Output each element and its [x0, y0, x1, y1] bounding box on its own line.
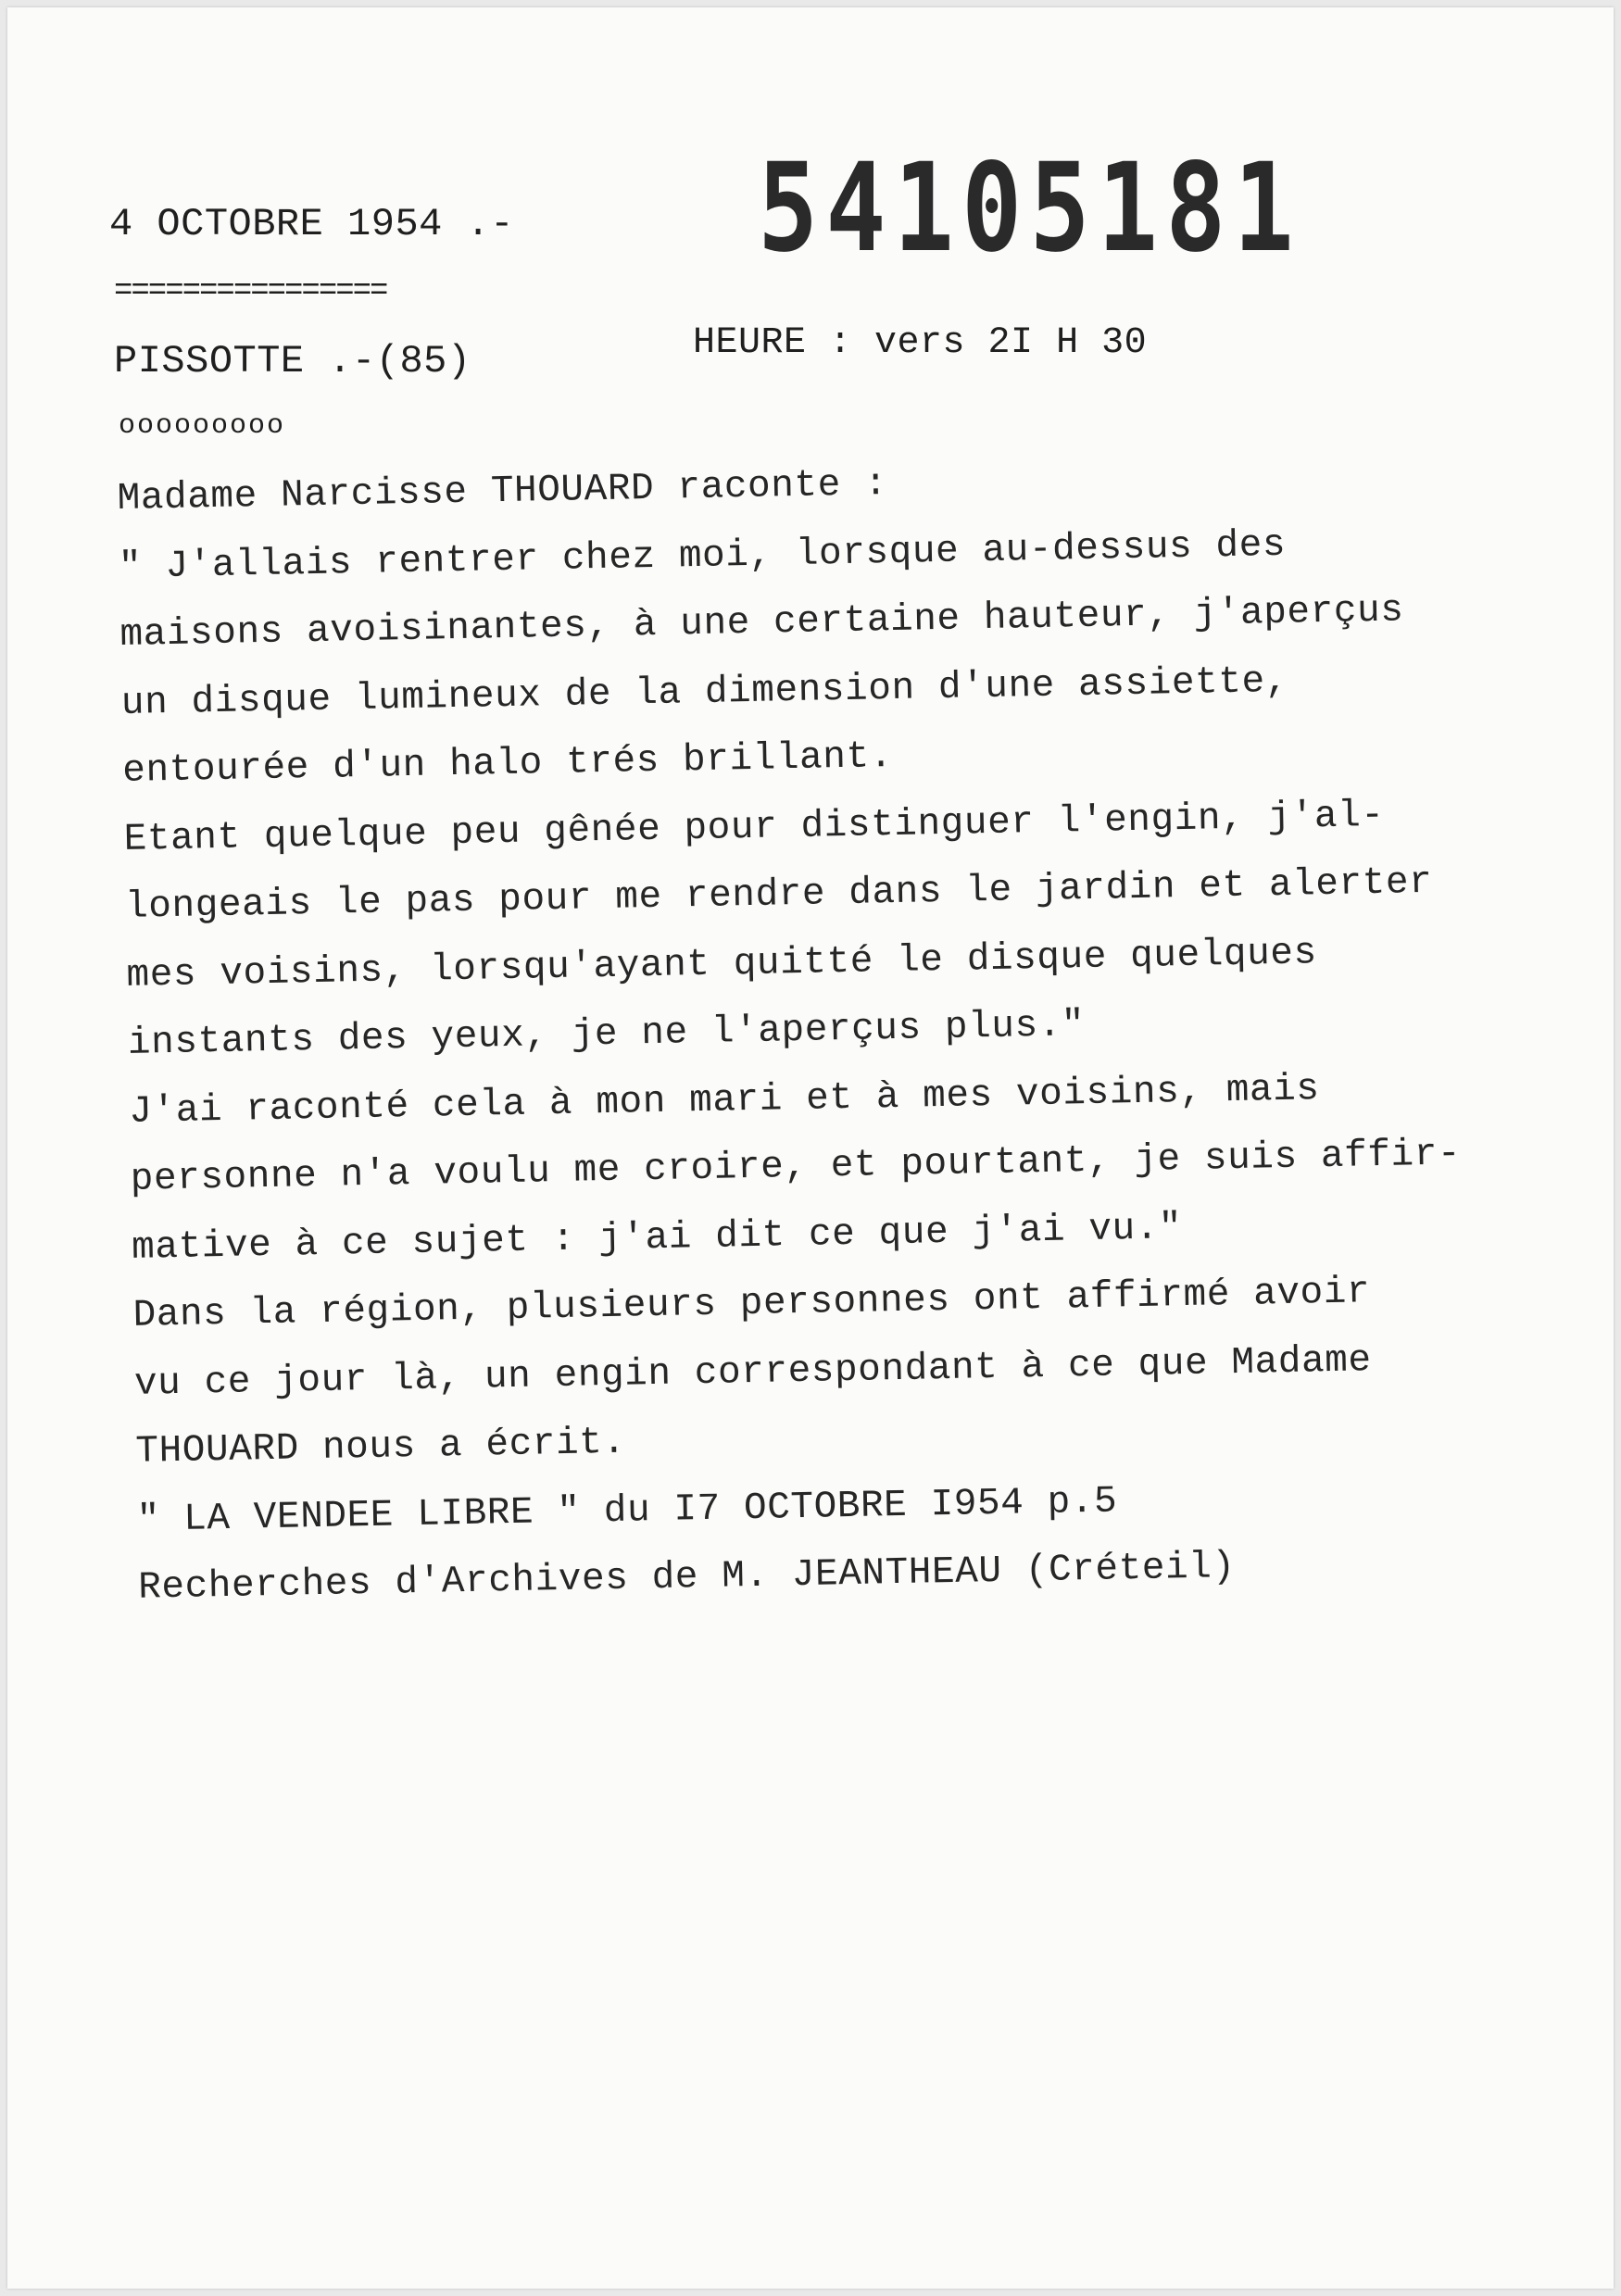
- report-date: 4 OCTOBRE 1954 .-: [109, 202, 514, 246]
- location-underline: ooooooooo: [119, 410, 286, 442]
- text-line: mes voisins, lorsqu'ayant quitté le disque quelques: [126, 931, 1318, 997]
- archive-credit: Recherches d'Archives de M. JEANTHEAU (Créteil): [137, 1546, 1237, 1610]
- text-line: un disque lumineux de la dimension d'une assiette,: [120, 659, 1289, 725]
- date-underline: ================: [114, 274, 387, 309]
- text-line: " J'allais rentrer chez moi, lorsque au-dessus des: [118, 523, 1287, 589]
- source-citation: " LA VENDEE LIBRE " du I7 OCTOBRE I954 p.5: [136, 1479, 1118, 1542]
- text-line: instants des yeux, je ne l'aperçus plus.": [127, 1004, 1086, 1065]
- text-line: longeais le pas pour me rendre dans le jardin et alerter: [124, 860, 1433, 929]
- text-line: entourée d'un halo trés brillant.: [121, 734, 894, 793]
- document-page: [7, 7, 1614, 2289]
- text-line: mative à ce sujet : j'ai dit ce que j'ai vu.": [131, 1206, 1183, 1270]
- text-line: vu ce jour là, un engin correspondant à ce que Madame: [133, 1338, 1373, 1406]
- location-heading: PISSOTTE .-(85): [114, 339, 471, 383]
- reference-number-stamp: 54105181: [758, 137, 1301, 280]
- text-line: J'ai raconté cela à mon mari et à mes voisins, mais: [128, 1067, 1321, 1134]
- text-line: maisons avoisinantes, à une certaine hauteur, j'aperçus: [119, 589, 1404, 657]
- time-heading: HEURE : vers 2I H 30: [693, 322, 1148, 364]
- text-line: Dans la région, plusieurs personnes ont affirmé avoir: [132, 1271, 1371, 1337]
- report-body: [117, 438, 1584, 1623]
- text-line: Etant quelque peu gênée pour distinguer l'engin, j'al-: [123, 794, 1385, 861]
- text-line: Madame Narcisse THOUARD raconte :: [117, 463, 888, 521]
- text-line: THOUARD nous a écrit.: [135, 1421, 627, 1474]
- text-line: personne n'a voulu me croire, et pourtant, je suis affir-: [130, 1133, 1462, 1201]
